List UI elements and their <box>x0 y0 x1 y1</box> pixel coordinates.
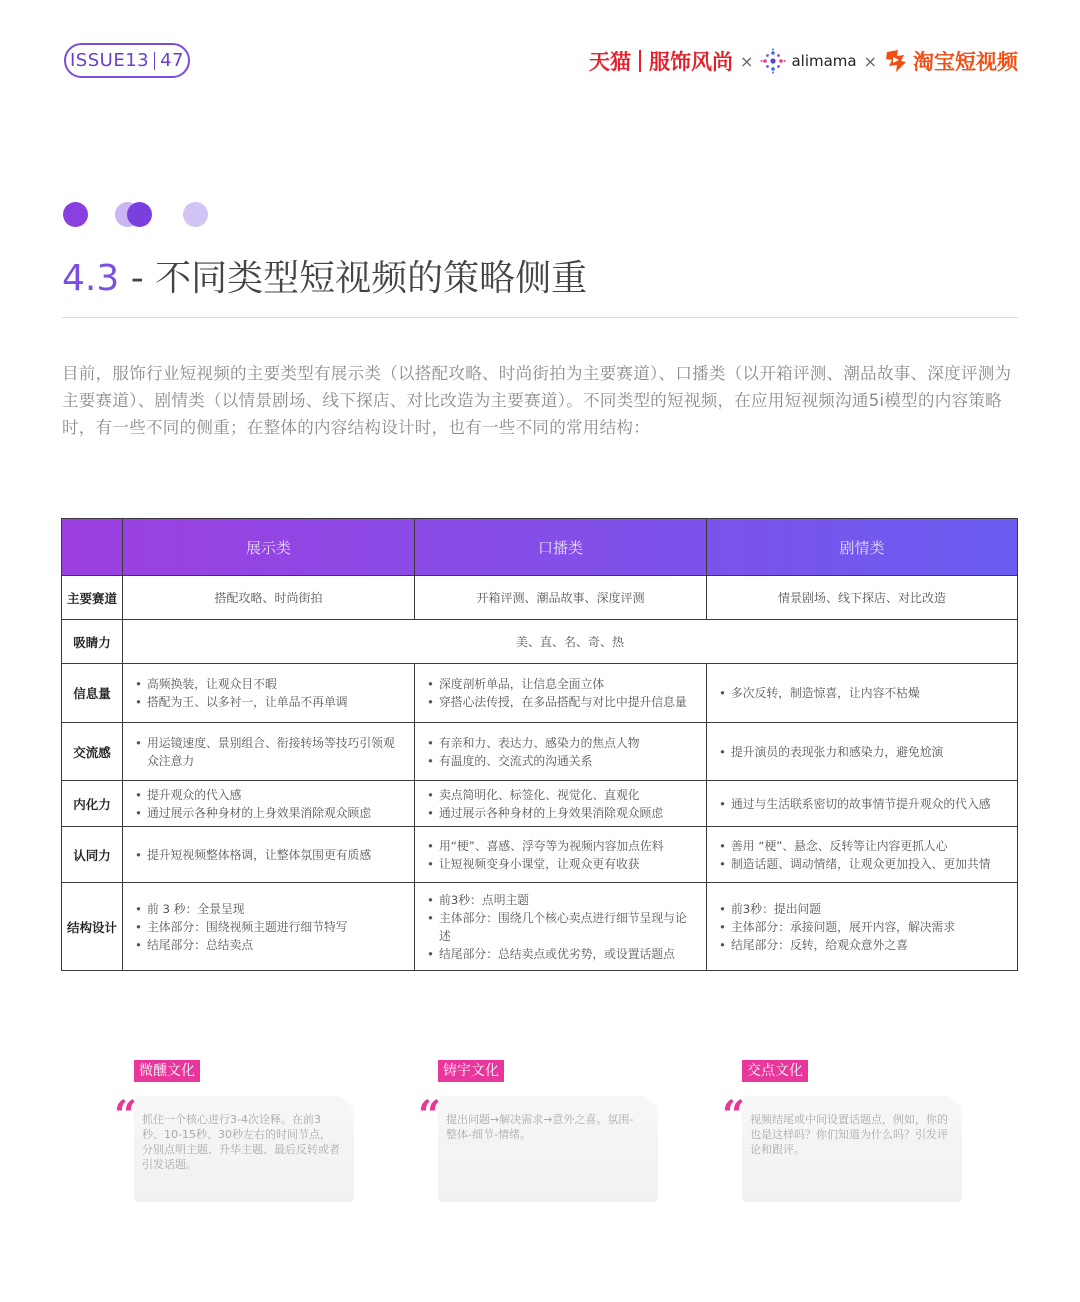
row-label: 信息量 <box>62 664 123 723</box>
taobao-logo-text: 淘宝短视频 <box>913 50 1018 74</box>
fashion-logo-text: 服饰风尚 <box>649 50 734 74</box>
table-cell <box>123 781 415 827</box>
table-cell <box>123 827 415 883</box>
column-header-drama: 剧情类 <box>707 519 1018 576</box>
quote-card <box>114 1060 354 1205</box>
agency-tag: 微醺文化 <box>134 1060 200 1082</box>
bullet-item: • 制造话题、调动情绪，让观众更加投入、更加共情 <box>719 855 1007 873</box>
bullet-item: • 有温度的、交流式的沟通关系 <box>427 752 696 770</box>
bullet-item: • 提升短视频整体格调，让整体氛围更有质感 <box>135 846 404 864</box>
bullet-item: • 穿搭心法传授，在多品搭配与对比中提升信息量 <box>427 693 696 711</box>
brand-divider <box>639 50 641 72</box>
intro-paragraph: 目前，服饰行业短视频的主要类型有展示类（以搭配攻略、时尚街拍为主要赛道）、口播类（以开箱评测、潮品故事、深度评测为主要赛道）、剧情类（以情景剧场、线下探店、对比改造为主要赛道）。不同类型的短视频，在应用短视频沟通5i模型的内容策略时，有一些不同的侧重；在整体的内容结构设计时，也有一些不同的常用结构： <box>62 364 1012 437</box>
quote-card <box>418 1060 658 1205</box>
agency-tag: 交点文化 <box>742 1060 808 1082</box>
table-cell <box>415 827 707 883</box>
table-cell <box>707 664 1018 723</box>
bullet-item: • 主体部分：围绕几个核心卖点进行细节呈现与论述 <box>427 909 696 945</box>
section-title <box>62 250 587 301</box>
bullet-item: • 用运镜速度、景别组合、衔接转场等技巧引领观众注意力 <box>135 734 404 770</box>
bullet-item: • 搭配为王、以多衬一，让单品不再单调 <box>135 693 404 711</box>
table-cell <box>707 723 1018 781</box>
row-label: 认同力 <box>62 827 123 883</box>
bullet-item: • 善用 “梗”、悬念、反转等让内容更抓人心 <box>719 837 1007 855</box>
strategy-table <box>61 518 1017 971</box>
bullet-item: • 前 3 秒：全景呈现 <box>135 900 404 918</box>
times-sign: × <box>863 51 877 71</box>
bullet-item: • 高频换装，让观众目不暇 <box>135 675 404 693</box>
column-header-display: 展示类 <box>123 519 415 576</box>
table-row-structure <box>62 883 1018 971</box>
table-header-row <box>62 519 1018 576</box>
row-label: 结构设计 <box>62 883 123 971</box>
table-cell <box>707 883 1018 971</box>
bullet-item: • 通过展示各种身材的上身效果消除观众顾虑 <box>135 804 404 822</box>
agency-tag: 铸宇文化 <box>438 1060 504 1082</box>
bullet-item: • 主体部分：围绕视频主题进行细节特写 <box>135 918 404 936</box>
row-label: 内化力 <box>62 781 123 827</box>
table-row-track <box>62 576 1018 620</box>
table-cell: 搭配攻略、时尚街拍 <box>123 576 415 620</box>
quote-text: 视频结尾或中间设置话题点，例如，你的也是这样吗？你们知道为什么吗？引发评论和跟评。 <box>750 1113 948 1156</box>
table-row-exchange <box>62 723 1018 781</box>
section-number: 4.3 <box>62 258 120 299</box>
table-row-info <box>62 664 1018 723</box>
table-cell <box>707 827 1018 883</box>
alimama-icon <box>760 48 786 74</box>
taobao-video-icon <box>884 48 908 74</box>
times-sign: × <box>740 51 754 71</box>
dot-purple <box>63 202 88 227</box>
table-cell <box>415 664 707 723</box>
page-number: 47 <box>160 50 185 71</box>
table-row-internal <box>62 781 1018 827</box>
row-label: 吸睛力 <box>62 620 123 664</box>
table-cell <box>123 723 415 781</box>
tmall-logo-text: 天猫 <box>589 50 632 74</box>
table-cell <box>123 664 415 723</box>
quote-mark-icon: “ <box>114 1092 138 1139</box>
row-label: 交流感 <box>62 723 123 781</box>
issue-badge <box>64 43 190 78</box>
bullet-item: • 结尾部分：反转，给观众意外之喜 <box>719 936 1007 954</box>
table-cell: 情景剧场、线下探店、对比改造 <box>707 576 1018 620</box>
bullet-item: • 结尾部分：总结卖点 <box>135 936 404 954</box>
table-row-identity <box>62 827 1018 883</box>
table-corner <box>62 519 123 576</box>
table-cell <box>415 883 707 971</box>
issue-label: ISSUE13 <box>69 50 150 71</box>
quote-text: 提出问题→解决需求→意外之喜。氛围-整体-细节-情绪。 <box>446 1113 634 1141</box>
bullet-item: • 提升观众的代入感 <box>135 786 404 804</box>
bullet-item: • 让短视频变身小课堂，让观众更有收获 <box>427 855 696 873</box>
bullet-item: • 提升演员的表现张力和感染力，避免尬演 <box>719 743 1007 761</box>
bullet-item: • 通过展示各种身材的上身效果消除观众顾虑 <box>427 804 696 822</box>
bullet-item: • 通过与生活联系密切的故事情节提升观众的代入感 <box>719 795 1007 813</box>
dot-lavender <box>183 202 208 227</box>
issue-divider <box>154 52 155 70</box>
table-row-attention <box>62 620 1018 664</box>
table-cell-merged: 美、直、名、奇、热 <box>123 620 1018 664</box>
column-header-talk: 口播类 <box>415 519 707 576</box>
brand-logos <box>589 44 1018 78</box>
quote-mark-icon: “ <box>418 1092 442 1139</box>
bullet-item: • 前3秒：点明主题 <box>427 891 696 909</box>
quote-card <box>722 1060 962 1205</box>
bullet-item: • 有亲和力、表达力、感染力的焦点人物 <box>427 734 696 752</box>
title-divider <box>62 317 1018 318</box>
quote-text: 抓住一个核心进行3-4次诠释。在前3秒、10-15秒、30秒左右的时间节点，分别点明主题、升华主题、最后反转或者引发话题。 <box>142 1113 340 1171</box>
table-cell <box>415 781 707 827</box>
bullet-item: • 前3秒：提出问题 <box>719 900 1007 918</box>
alimama-logo-text: alimama <box>791 52 857 70</box>
table-cell <box>123 883 415 971</box>
table-cell <box>415 723 707 781</box>
section-title-text: - 不同类型短视频的策略侧重 <box>119 258 588 299</box>
quote-mark-icon: “ <box>722 1092 746 1139</box>
bullet-item: • 用“梗”、喜感、浮夸等为视频内容加点佐料 <box>427 837 696 855</box>
bullet-item: • 结尾部分：总结卖点或优劣势，或设置话题点 <box>427 945 696 963</box>
bullet-item: • 多次反转，制造惊喜，让内容不枯燥 <box>719 684 1007 702</box>
dot-pair-dark <box>127 202 152 227</box>
decorative-dots <box>63 200 213 228</box>
row-label: 主要赛道 <box>62 576 123 620</box>
table-cell <box>707 781 1018 827</box>
table-cell: 开箱评测、潮品故事、深度评测 <box>415 576 707 620</box>
bullet-item: • 深度剖析单品，让信息全面立体 <box>427 675 696 693</box>
bullet-item: • 卖点简明化、标签化、视觉化、直观化 <box>427 786 696 804</box>
bullet-item: • 主体部分：承接问题，展开内容，解决需求 <box>719 918 1007 936</box>
